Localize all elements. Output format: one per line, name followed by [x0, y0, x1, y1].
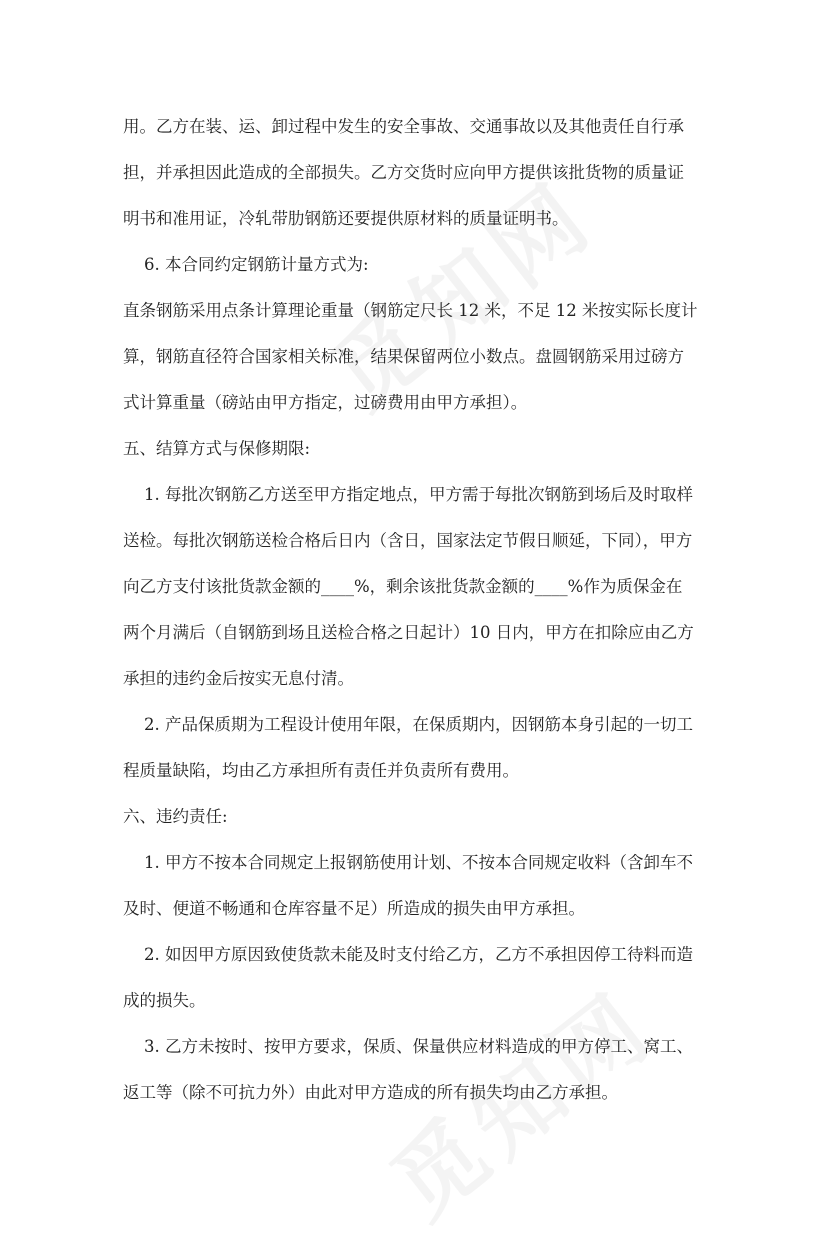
paragraph-line: 直条钢筋采用点条计算理论重量（钢筋定尺长 12 米，不足 12 米按实际长度计 — [123, 301, 698, 320]
paragraph-line: 承担的违约金后按实无息付清。 — [123, 669, 354, 688]
clause-line: 1. 甲方不按本合同规定上报钢筋使用计划、不按本合同规定收料（含卸车不 — [144, 853, 693, 872]
paragraph-line: 式计算重量（磅站由甲方指定，过磅费用由甲方承担）。 — [123, 393, 528, 412]
clause-line: 1. 每批次钢筋乙方送至甲方指定地点，甲方需于每批次钢筋到场后及时取样 — [144, 485, 693, 504]
paragraph-line: 明书和准用证，冷轧带肋钢筋还要提供原材料的质量证明书。 — [123, 209, 569, 228]
document-body — [123, 104, 711, 1116]
paragraph-line: 返工等（除不可抗力外）由此对甲方造成的所有损失均由乙方承担。 — [123, 1083, 618, 1102]
paragraph-line: 向乙方支付该批货款金额的____%，剩余该批货款金额的____%作为质保金在 — [123, 577, 683, 596]
paragraph-line: 担，并承担因此造成的全部损失。乙方交货时应向甲方提供该批货物的质量证 — [123, 163, 684, 182]
paragraph-line: 成的损失。 — [123, 991, 206, 1010]
section-heading: 六、违约责任: — [123, 807, 228, 826]
paragraph-line: 算，钢筋直径符合国家相关标准，结果保留两位小数点。盘圆钢筋采用过磅方 — [123, 347, 684, 366]
paragraph-line: 送检。每批次钢筋送检合格后日内（含日，国家法定节假日顺延，下同），甲方 — [123, 531, 693, 550]
clause-line: 3. 乙方未按时、按甲方要求，保质、保量供应材料造成的甲方停工、窝工、 — [144, 1037, 693, 1056]
clause-line: 2. 如因甲方原因致使货款未能及时支付给乙方，乙方不承担因停工待料而造 — [144, 945, 693, 964]
clause-heading: 6. 本合同约定钢筋计量方式为: — [144, 255, 369, 274]
section-heading: 五、结算方式与保修期限: — [123, 439, 311, 458]
paragraph-line: 用。乙方在装、运、卸过程中发生的安全事故、交通事故以及其他责任自行承 — [123, 117, 684, 136]
paragraph-line: 两个月满后（自钢筋到场且送检合格之日起计）10 日内，甲方在扣除应由乙方 — [123, 623, 694, 642]
clause-line: 2. 产品保质期为工程设计使用年限，在保质期内，因钢筋本身引起的一切工 — [144, 715, 693, 734]
paragraph-line: 程质量缺陷，均由乙方承担所有责任并负责所有费用。 — [123, 761, 519, 780]
paragraph-line: 及时、便道不畅通和仓库容量不足）所造成的损失由甲方承担。 — [123, 899, 585, 918]
